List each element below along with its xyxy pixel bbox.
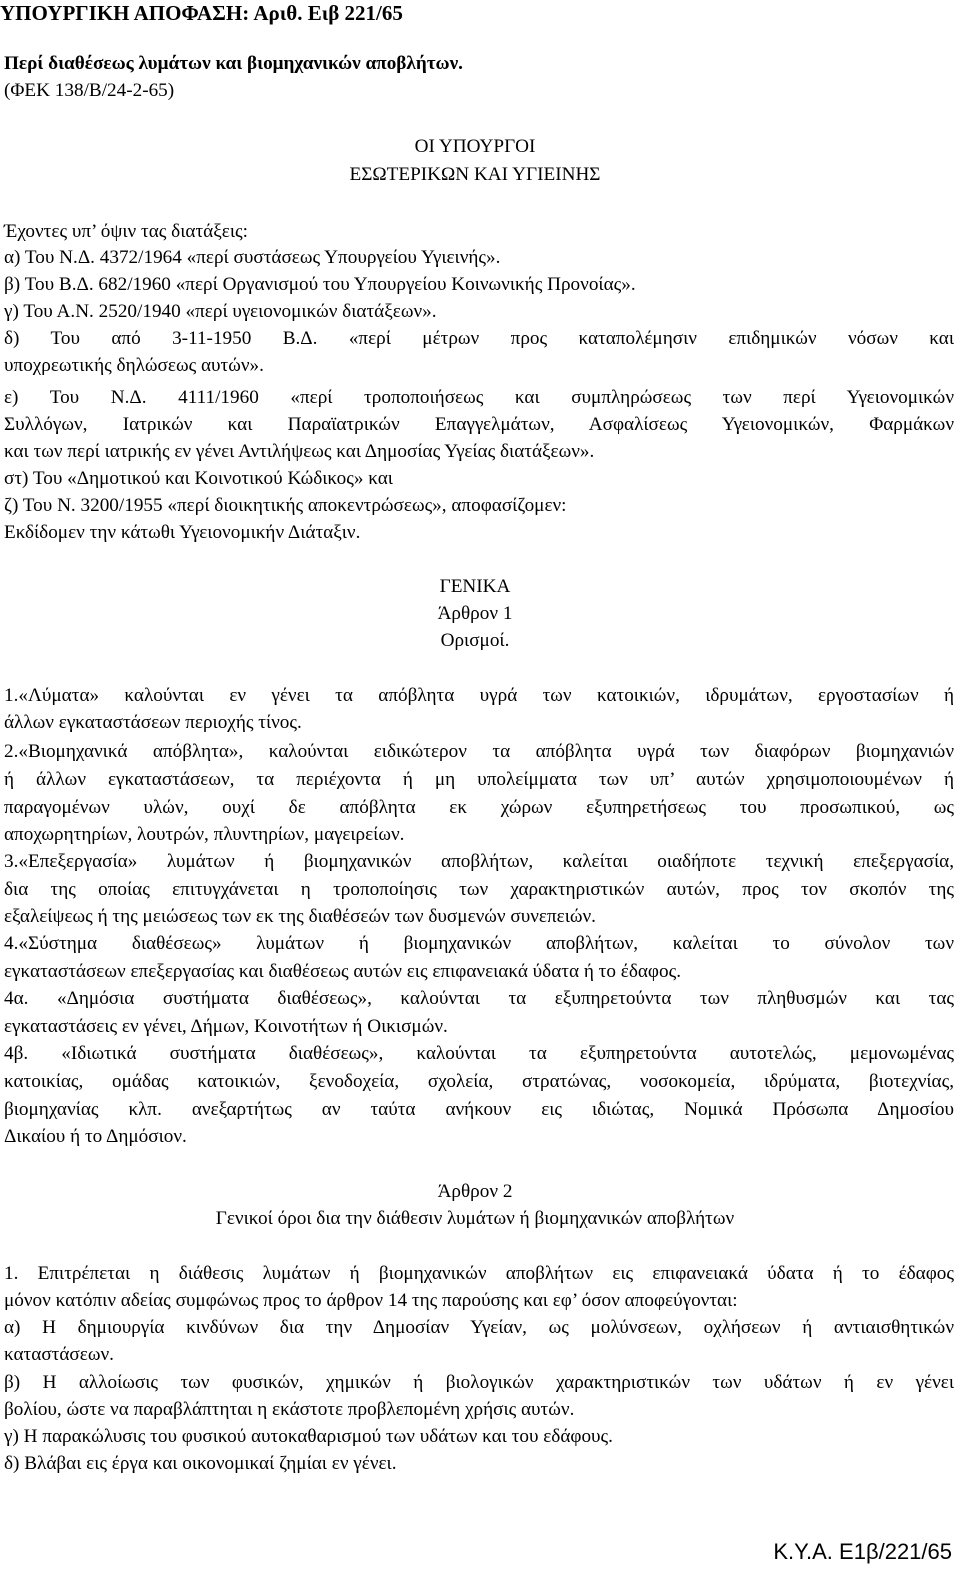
- ministers-subheading: ΕΣΩΤΕΡΙΚΩΝ ΚΑΙ ΥΓΙΕΙΝΗΣ: [349, 164, 601, 185]
- definition-4b-line4: Δικαίου ή το Δημόσιον.: [4, 1126, 187, 1147]
- general-term-a: [4, 1314, 954, 1341]
- definition-4b: [4, 1040, 954, 1067]
- preamble-item-e-line2-wrap: [4, 411, 954, 438]
- general-term-b: [4, 1369, 954, 1396]
- definition-3-line2: δια της οποίας επιτυγχάνεται η τροποποίησις των χαρακτηριστικών αυτών, προς τον σκοπόν της: [4, 879, 954, 900]
- general-term-b-line2: βολίου, ώστε να παραβλάπτηται η εκάστοτε προβλεπομένη χρήσις αυτών.: [4, 1399, 575, 1420]
- definition-3-line2-wrap: [4, 876, 954, 903]
- preamble-item-st: στ) Του «Δημοτικού και Κοινοτικού Κώδικος» και: [4, 468, 393, 489]
- preamble-item-a: α) Του Ν.Δ. 4372/1964 «περί συστάσεως Υπουργείου Υγιεινής».: [4, 247, 501, 268]
- document-header: ΥΠΟΥΡΓΙΚΗ ΑΠΟΦΑΣΗ: Αριθ. Ειβ 221/65: [0, 1, 403, 25]
- definition-2-line4: αποχωρητηρίων, λουτρών, πλυντηρίων, μαγειρείων.: [4, 824, 405, 845]
- definition-3-line1: 3.«Επεξεργασία» λυμάτων ή βιομηχανικών αποβλήτων, καλείται οιαδήποτε τεχνική επεξεργασία,: [4, 851, 954, 872]
- definition-3-line3: εξαλείψεως ή της μειώσεως των εκ της διαθέσεών των δυσμενών συνεπειών.: [4, 906, 596, 927]
- general-term-1-line2: μόνον κατόπιν αδείας συμφώνως προς το άρθρον 14 της παρούσης και εφ’ όσον αποφεύγονται:: [4, 1290, 738, 1311]
- definition-2-line2-wrap: [4, 766, 954, 793]
- definition-4a-line2: εγκαταστάσεις εν γένει, Δήμων, Κοινοτήτων ή Οικισμών.: [4, 1016, 448, 1037]
- definition-1-line1: 1.«Λύματα» καλούνται εν γένει τα απόβλητα υγρά των κατοικιών, ιδρυμάτων, εργοστασίων ή: [4, 685, 954, 706]
- preamble-item-z: ζ) Του Ν. 3200/1955 «περί διοικητικής αποκεντρώσεως», αποφασίζομεν:: [4, 495, 567, 516]
- general-term-c: γ) Η παρακώλυσις του φυσικού αυτοκαθαρισμού των υδάτων και του εδάφους.: [4, 1426, 613, 1447]
- preamble-item-e: [4, 384, 954, 411]
- definition-4b-line3: βιομηχανίας κλπ. ανεξαρτήτως αν ταύτα ανήκουν εις ιδιώτας, Νομικά Πρόσωπα Δημοσίου: [4, 1099, 954, 1120]
- preamble-item-e-line3: και των περί ιατρικής εν γένει Αντιλήψεως και Δημοσίας Υγείας διατάξεων».: [4, 441, 595, 462]
- definition-4-line1: 4.«Σύστημα διαθέσεως» λυμάτων ή βιομηχανικών αποβλήτων, καλείται το σύνολον των: [4, 933, 954, 954]
- preamble-item-e-line2: Συλλόγων, Ιατρικών και Παραϊατρικών Επαγγελμάτων, Ασφαλίσεως Υγειονομικών, Φαρμάκων: [4, 414, 954, 435]
- general-term-a-line2: καταστάσεων.: [4, 1344, 114, 1365]
- article-1-title: Ορισμοί.: [440, 630, 510, 651]
- general-term-1-line1: 1. Επιτρέπεται η διάθεσις λυμάτων ή βιομηχανικών αποβλήτων εις επιφανειακά ύδατα ή το έδαφος: [4, 1263, 954, 1284]
- preamble-item-d-line1: δ) Του από 3-11-1950 Β.Δ. «περί μέτρων προς καταπολέμησιν επιδημικών νόσων και: [4, 328, 954, 349]
- definition-2-line1: 2.«Βιομηχανικά απόβλητα», καλούνται ειδικώτερον τα απόβλητα υγρά των διαφόρων βιομηχανιών: [4, 741, 954, 762]
- definition-2-line2: ή άλλων εγκαταστάσεων, τα περιέχοντα ή μη υπολείμματα των υπ’ αυτών χρησιμοποιουμένων ή: [4, 769, 954, 790]
- general-term-b-line1: β) Η αλλοίωσις των φυσικών, χημικών ή βιολογικών χαρακτηριστικών των υδάτων ή εν γένει: [4, 1372, 954, 1393]
- article-2-title: Γενικοί όροι δια την διάθεσιν λυμάτων ή βιομηχανικών αποβλήτων: [215, 1208, 735, 1229]
- definition-4-line2: εγκαταστάσεων επεξεργασίας και διαθέσεως αυτών εις επιφανειακά ύδατα ή το έδαφος.: [4, 961, 681, 982]
- definition-1: [4, 682, 954, 709]
- general-term-1: [4, 1260, 954, 1287]
- definition-2-line3-wrap: [4, 794, 954, 821]
- gazette-reference: (ΦΕΚ 138/Β/24-2-65): [4, 80, 175, 101]
- definition-2-line3: παραγομένων υλών, ουχί δε απόβλητα εκ χώρων εξυπηρετήσεως του προσωπικού, ως: [4, 797, 954, 818]
- preamble-item-e-line1: ε) Του Ν.Δ. 4111/1960 «περί τροποποιήσεως και συμπληρώσεως των περί Υγειονομικών: [4, 387, 954, 408]
- ministers-heading: ΟΙ ΥΠΟΥΡΓΟΙ: [414, 136, 536, 157]
- definition-4b-line2-wrap: [4, 1068, 954, 1095]
- article-2-heading: Άρθρον 2: [437, 1181, 513, 1202]
- definition-4b-line3-wrap: [4, 1096, 954, 1123]
- definition-3: [4, 848, 954, 875]
- section-general-heading: ΓΕΝΙΚΑ: [439, 576, 511, 597]
- preamble-item-c: γ) Του Α.Ν. 2520/1940 «περί υγειονομικών διατάξεων».: [4, 301, 437, 322]
- definition-2: [4, 738, 954, 765]
- issuance-statement: Εκδίδομεν την κάτωθι Υγειονομικήν Διάταξιν.: [4, 522, 361, 543]
- preamble-item-d: [4, 325, 954, 352]
- definition-4a-line1: 4α. «Δημόσια συστήματα διαθέσεως», καλούνται τα εξυπηρετούντα των πληθυσμών και τας: [4, 988, 954, 1009]
- page-footer: Κ.Υ.Α. Ε1β/221/65: [773, 1539, 952, 1564]
- general-term-a-line1: α) Η δημιουργία κινδύνων δια την Δημοσίαν Υγείαν, ως μολύνσεων, οχλήσεων ή αντιαισθητικών: [4, 1317, 954, 1338]
- preamble-intro: Έχοντες υπ’ όψιν τας διατάξεις:: [4, 221, 248, 242]
- article-1-heading: Άρθρον 1: [437, 603, 513, 624]
- definition-4: [4, 930, 954, 957]
- definition-4a: [4, 985, 954, 1012]
- definition-1-line2: άλλων εγκαταστάσεων περιοχής τίνος.: [4, 712, 302, 733]
- preamble-item-b: β) Του Β.Δ. 682/1960 «περί Οργανισμού του Υπουργείου Κοινωνικής Προνοίας».: [4, 274, 636, 295]
- definition-4b-line1: 4β. «Ιδιωτικά συστήματα διαθέσεως», καλούνται τα εξυπηρετούντα αυτοτελώς, μεμονωμένας: [4, 1043, 954, 1064]
- general-term-d: δ) Βλάβαι εις έργα και οικονομικαί ζημίαι εν γένει.: [4, 1453, 397, 1474]
- subject-title: Περί διαθέσεως λυμάτων και βιομηχανικών αποβλήτων.: [4, 53, 463, 74]
- preamble-item-d-line2: υποχρεωτικής δηλώσεως αυτών».: [4, 355, 264, 376]
- definition-4b-line2: κατοικίας, ομάδας κατοικιών, ξενοδοχεία, σχολεία, στρατώνας, νοσοκομεία, ιδρύματα, βιοτεχνίας,: [4, 1071, 954, 1092]
